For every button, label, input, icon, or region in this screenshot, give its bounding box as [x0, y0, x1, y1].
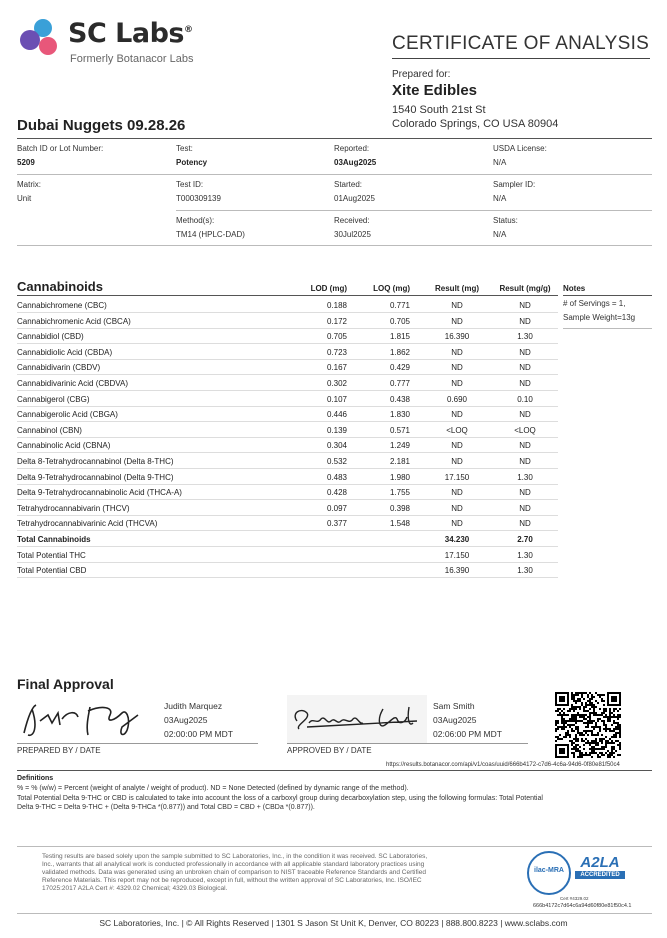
approver-time: 02:06:00 PM MDT — [433, 729, 502, 739]
lod-value: 0.304 — [326, 441, 347, 451]
result-mg: 16.390 — [444, 332, 470, 342]
table-row — [17, 359, 558, 375]
method-label: Method(s): — [176, 216, 215, 225]
result-mg-g: ND — [519, 363, 531, 373]
preparer-time: 02:00:00 PM MDT — [164, 729, 233, 739]
loq-value: 1.980 — [389, 472, 410, 482]
approver-date: 03Aug2025 — [433, 715, 477, 725]
lod-value: 0.167 — [326, 363, 347, 373]
lod-value: 0.446 — [326, 410, 347, 420]
prepared-by-label: PREPARED BY / DATE — [17, 746, 101, 755]
approver-name: Sam Smith — [433, 701, 475, 711]
analyte-name: Tetrahydrocannabivarinic Acid (THCVA) — [17, 519, 158, 529]
result-mg: 0.690 — [446, 394, 468, 404]
analyte-name: Cannabidiolic Acid (CBDA) — [17, 347, 113, 357]
analyte-name: Cannabichromenic Acid (CBCA) — [17, 316, 131, 326]
analyte-name: Cannabidivarin (CBDV) — [17, 363, 101, 373]
result-mg-g: ND — [519, 410, 531, 420]
total-name: Total Potential CBD — [17, 566, 87, 576]
result-mg: ND — [451, 441, 463, 451]
loq-value: 0.705 — [389, 316, 410, 326]
result-mg-g: ND — [519, 503, 531, 513]
lod-value: 0.483 — [326, 472, 347, 482]
header-notes: Notes — [563, 284, 586, 293]
loq-value: 1.548 — [389, 519, 410, 529]
result-mg: ND — [451, 379, 463, 388]
results-url[interactable]: https://results.botanacor.com/api/v1/coas/uuid/666b4172-c7d6-4c6a-94d6-0f80e81f50c4 — [386, 762, 620, 768]
a2la-badge — [575, 854, 625, 888]
definitions-line-3: Delta 9-THC = Delta 9-THC + (Delta 9-THCa *(0.877)) and Total CBD = CBD + (CBDa *(0.877)). — [17, 804, 315, 811]
analyte-name: Cannabinolic Acid (CBNA) — [17, 441, 111, 451]
result-mg-g: ND — [519, 379, 531, 388]
notes-weight: Sample Weight=13g — [563, 313, 636, 322]
disclaimer-line-3: validated methods. Data was generated using an unbroken chain of comparison to NIST traceable Reference Standards and Certified — [42, 869, 426, 876]
reported-label: Reported: — [334, 144, 370, 153]
preparer-signature-icon — [18, 697, 152, 743]
analyte-name: Cannabinol (CBN) — [17, 425, 82, 435]
status-label: Status: — [493, 216, 518, 225]
total-name: Total Potential THC — [17, 550, 86, 560]
brand-name: SC Labs® — [68, 18, 193, 49]
preparer-name: Judith Marquez — [164, 701, 223, 711]
result-mg-g: ND — [519, 488, 531, 498]
total-potential-row — [17, 562, 558, 578]
cannabinoids-title: Cannabinoids — [17, 279, 103, 294]
result-mg: ND — [451, 519, 463, 529]
total-result-mg-g: 2.70 — [517, 535, 533, 544]
reported-value: 03Aug2025 — [334, 158, 377, 167]
table-row — [17, 484, 558, 500]
started-label: Started: — [334, 180, 363, 189]
result-mg: ND — [451, 301, 463, 310]
result-mg-g: 1.30 — [517, 332, 533, 342]
result-mg: ND — [451, 363, 463, 373]
table-row — [17, 344, 558, 360]
definitions-line-1: % = % (w/w) = Percent (weight of analyte / weight of product). ND = None Detected (defined by dynamic range of the method). — [17, 785, 409, 792]
result-mg-g: 0.10 — [517, 394, 533, 404]
product-name: Dubai Nuggets 09.28.26 — [17, 117, 186, 134]
loq-value: 1.830 — [389, 410, 410, 420]
matrix-value: Unit — [17, 194, 32, 203]
header-result: Result (mg) — [435, 284, 479, 293]
lod-value: 0.139 — [326, 425, 347, 435]
lod-value: 0.097 — [326, 503, 347, 513]
brand-subtitle: Formerly Botanacor Labs — [70, 53, 194, 65]
table-row — [17, 500, 558, 516]
loq-value: 0.777 — [389, 379, 410, 388]
result-mg: 17.150 — [444, 472, 470, 482]
analyte-name: Cannabigerolic Acid (CBGA) — [17, 410, 118, 420]
matrix-label: Matrix: — [17, 180, 41, 189]
disclaimer-line-2: Inc., warrants that all analytical work is conducted professionally in accordance with all applicable standard laboratory practices using — [42, 861, 425, 868]
loq-value: 1.862 — [389, 347, 410, 357]
approver-signature-icon — [287, 695, 427, 743]
table-row — [17, 328, 558, 344]
analyte-name: Delta 9-Tetrahydrocannabinol (Delta 9-THC) — [17, 472, 174, 482]
loq-value: 1.755 — [389, 488, 410, 498]
analyte-name: Cannabigerol (CBG) — [17, 394, 90, 404]
header-lod: LOD (mg) — [310, 284, 347, 293]
accredited-text: ACCREDITED — [575, 871, 625, 879]
usda-value: N/A — [493, 158, 507, 167]
status-value: N/A — [493, 230, 507, 239]
started-value: 01Aug2025 — [334, 194, 375, 203]
result-mg-g: ND — [519, 301, 531, 310]
cert-number: Cert #4329.02 — [560, 896, 589, 901]
total-row — [17, 531, 558, 547]
result-mg: ND — [451, 316, 463, 326]
lod-value: 0.188 — [326, 301, 347, 310]
table-row — [17, 453, 558, 469]
table-row — [17, 437, 558, 453]
result-mg-g: ND — [519, 519, 531, 529]
table-row — [17, 313, 558, 329]
prepared-for-label: Prepared for: — [392, 69, 451, 80]
lod-value: 0.172 — [326, 316, 347, 326]
loq-value: 0.771 — [389, 301, 410, 310]
loq-value: 0.438 — [389, 394, 410, 404]
table-row — [17, 469, 558, 485]
total-result-mg: 34.230 — [444, 535, 470, 544]
disclaimer — [42, 853, 512, 893]
client-address-2: Colorado Springs, CO USA 80904 — [392, 118, 559, 130]
analyte-name: Tetrahydrocannabivarin (THCV) — [17, 503, 130, 513]
total-name: Total Cannabinoids — [17, 535, 91, 544]
sampler-value: N/A — [493, 194, 507, 203]
lod-value: 0.705 — [326, 332, 347, 342]
analyte-name: Cannabichromene (CBC) — [17, 301, 107, 310]
loq-value: 0.398 — [389, 503, 410, 513]
result-mg: ND — [451, 410, 463, 420]
loq-value: 0.571 — [389, 425, 410, 435]
sc-labs-logo-icon — [16, 16, 64, 60]
header-result-g: Result (mg/g) — [499, 284, 551, 293]
a2la-text: A2LA — [580, 854, 620, 871]
batch-label: Batch ID or Lot Number: — [17, 144, 104, 153]
received-value: 30Jul2025 — [334, 230, 371, 239]
method-value: TM14 (HPLC-DAD) — [176, 230, 245, 239]
table-row — [17, 297, 558, 313]
analyte-name: Delta 8-Tetrahydrocannabinol (Delta 8-THC) — [17, 457, 174, 466]
final-approval-title: Final Approval — [17, 676, 114, 692]
result-mg: ND — [451, 347, 463, 357]
result-mg-g: 1.30 — [517, 472, 533, 482]
ilac-mra-text: ilac-MRA — [534, 867, 564, 874]
test-label: Test: — [176, 144, 193, 153]
received-label: Received: — [334, 216, 370, 225]
testid-label: Test ID: — [176, 180, 204, 189]
result-mg: ND — [451, 503, 463, 513]
preparer-date: 03Aug2025 — [164, 715, 208, 725]
table-row — [17, 375, 558, 391]
table-row — [17, 422, 558, 438]
test-value: Potency — [176, 158, 208, 167]
footer-contact: SC Laboratories, Inc. | © All Rights Reserved | 1301 S Jason St Unit K, Denver, CO 80223 | 888.800.8223 | www.sclabs.com — [99, 918, 568, 928]
disclaimer-line-5: 17025:2017 A2LA Cert #: 4329.02 Chemical; 4329.03 Biological. — [42, 885, 228, 892]
result-mg-g: ND — [519, 347, 531, 357]
total-result-mg-g: 1.30 — [517, 566, 533, 576]
total-potential-row — [17, 547, 558, 563]
result-mg-g: ND — [519, 441, 531, 451]
sampler-label: Sampler ID: — [493, 180, 536, 189]
total-result-mg-g: 1.30 — [517, 550, 533, 560]
document-title: CERTIFICATE OF ANALYSIS — [392, 33, 650, 54]
result-mg-g: ND — [519, 457, 531, 466]
definitions-line-2: Total Potential Delta 9-THC or CBD is calculated to take into account the loss of a carboxyl group during decarboxylation step, using the following formulas: Total Potential — [17, 795, 543, 802]
testid-value: T000309139 — [176, 194, 221, 203]
analyte-name: Cannabidivarinic Acid (CBDVA) — [17, 379, 129, 388]
lod-value: 0.723 — [326, 347, 347, 357]
lod-value: 0.107 — [326, 394, 347, 404]
loq-value: 0.429 — [389, 363, 410, 373]
result-mg: ND — [451, 488, 463, 498]
qr-code-icon[interactable] — [555, 692, 621, 758]
lod-value: 0.377 — [326, 519, 347, 529]
header-loq: LOQ (mg) — [373, 284, 410, 293]
result-mg-g: <LOQ — [514, 425, 536, 435]
lod-value: 0.302 — [326, 379, 347, 388]
result-mg: <LOQ — [446, 425, 468, 435]
disclaimer-line-1: Testing results are based solely upon the sample submitted to SC Laboratories, Inc., in the condition it was received. SC Laboratories, — [42, 853, 428, 860]
client-address-1: 1540 South 21st St — [392, 104, 486, 116]
loq-value: 1.815 — [389, 332, 410, 342]
client-name: Xite Edibles — [392, 82, 478, 99]
definitions-title: Definitions — [17, 775, 54, 782]
analyte-name: Delta 9-Tetrahydrocannabinolic Acid (THCA-A) — [17, 488, 182, 498]
table-row — [17, 515, 558, 531]
lod-value: 0.428 — [326, 488, 347, 498]
loq-value: 1.249 — [389, 441, 410, 451]
document-hash: 666b4172c7d64c6a94d60f80e81f50c4.1 — [533, 903, 632, 909]
total-result-mg: 16.390 — [444, 566, 470, 576]
result-mg: ND — [451, 457, 463, 466]
table-row — [17, 406, 558, 422]
result-mg-g: ND — [519, 316, 531, 326]
ilac-mra-badge — [527, 851, 571, 895]
loq-value: 2.181 — [389, 457, 410, 466]
notes-servings: # of Servings = 1, — [563, 299, 626, 308]
analyte-name: Cannabidiol (CBD) — [17, 332, 84, 342]
batch-value: 5209 — [17, 158, 35, 167]
lod-value: 0.532 — [326, 457, 347, 466]
usda-label: USDA License: — [493, 144, 547, 153]
table-row — [17, 391, 558, 407]
disclaimer-line-4: Reference Materials. This report may not be reproduced, except in full, without the written approval of SC Laboratories, Inc. ISO/IEC — [42, 877, 422, 884]
approved-by-label: APPROVED BY / DATE — [287, 746, 372, 755]
total-result-mg: 17.150 — [444, 550, 470, 560]
